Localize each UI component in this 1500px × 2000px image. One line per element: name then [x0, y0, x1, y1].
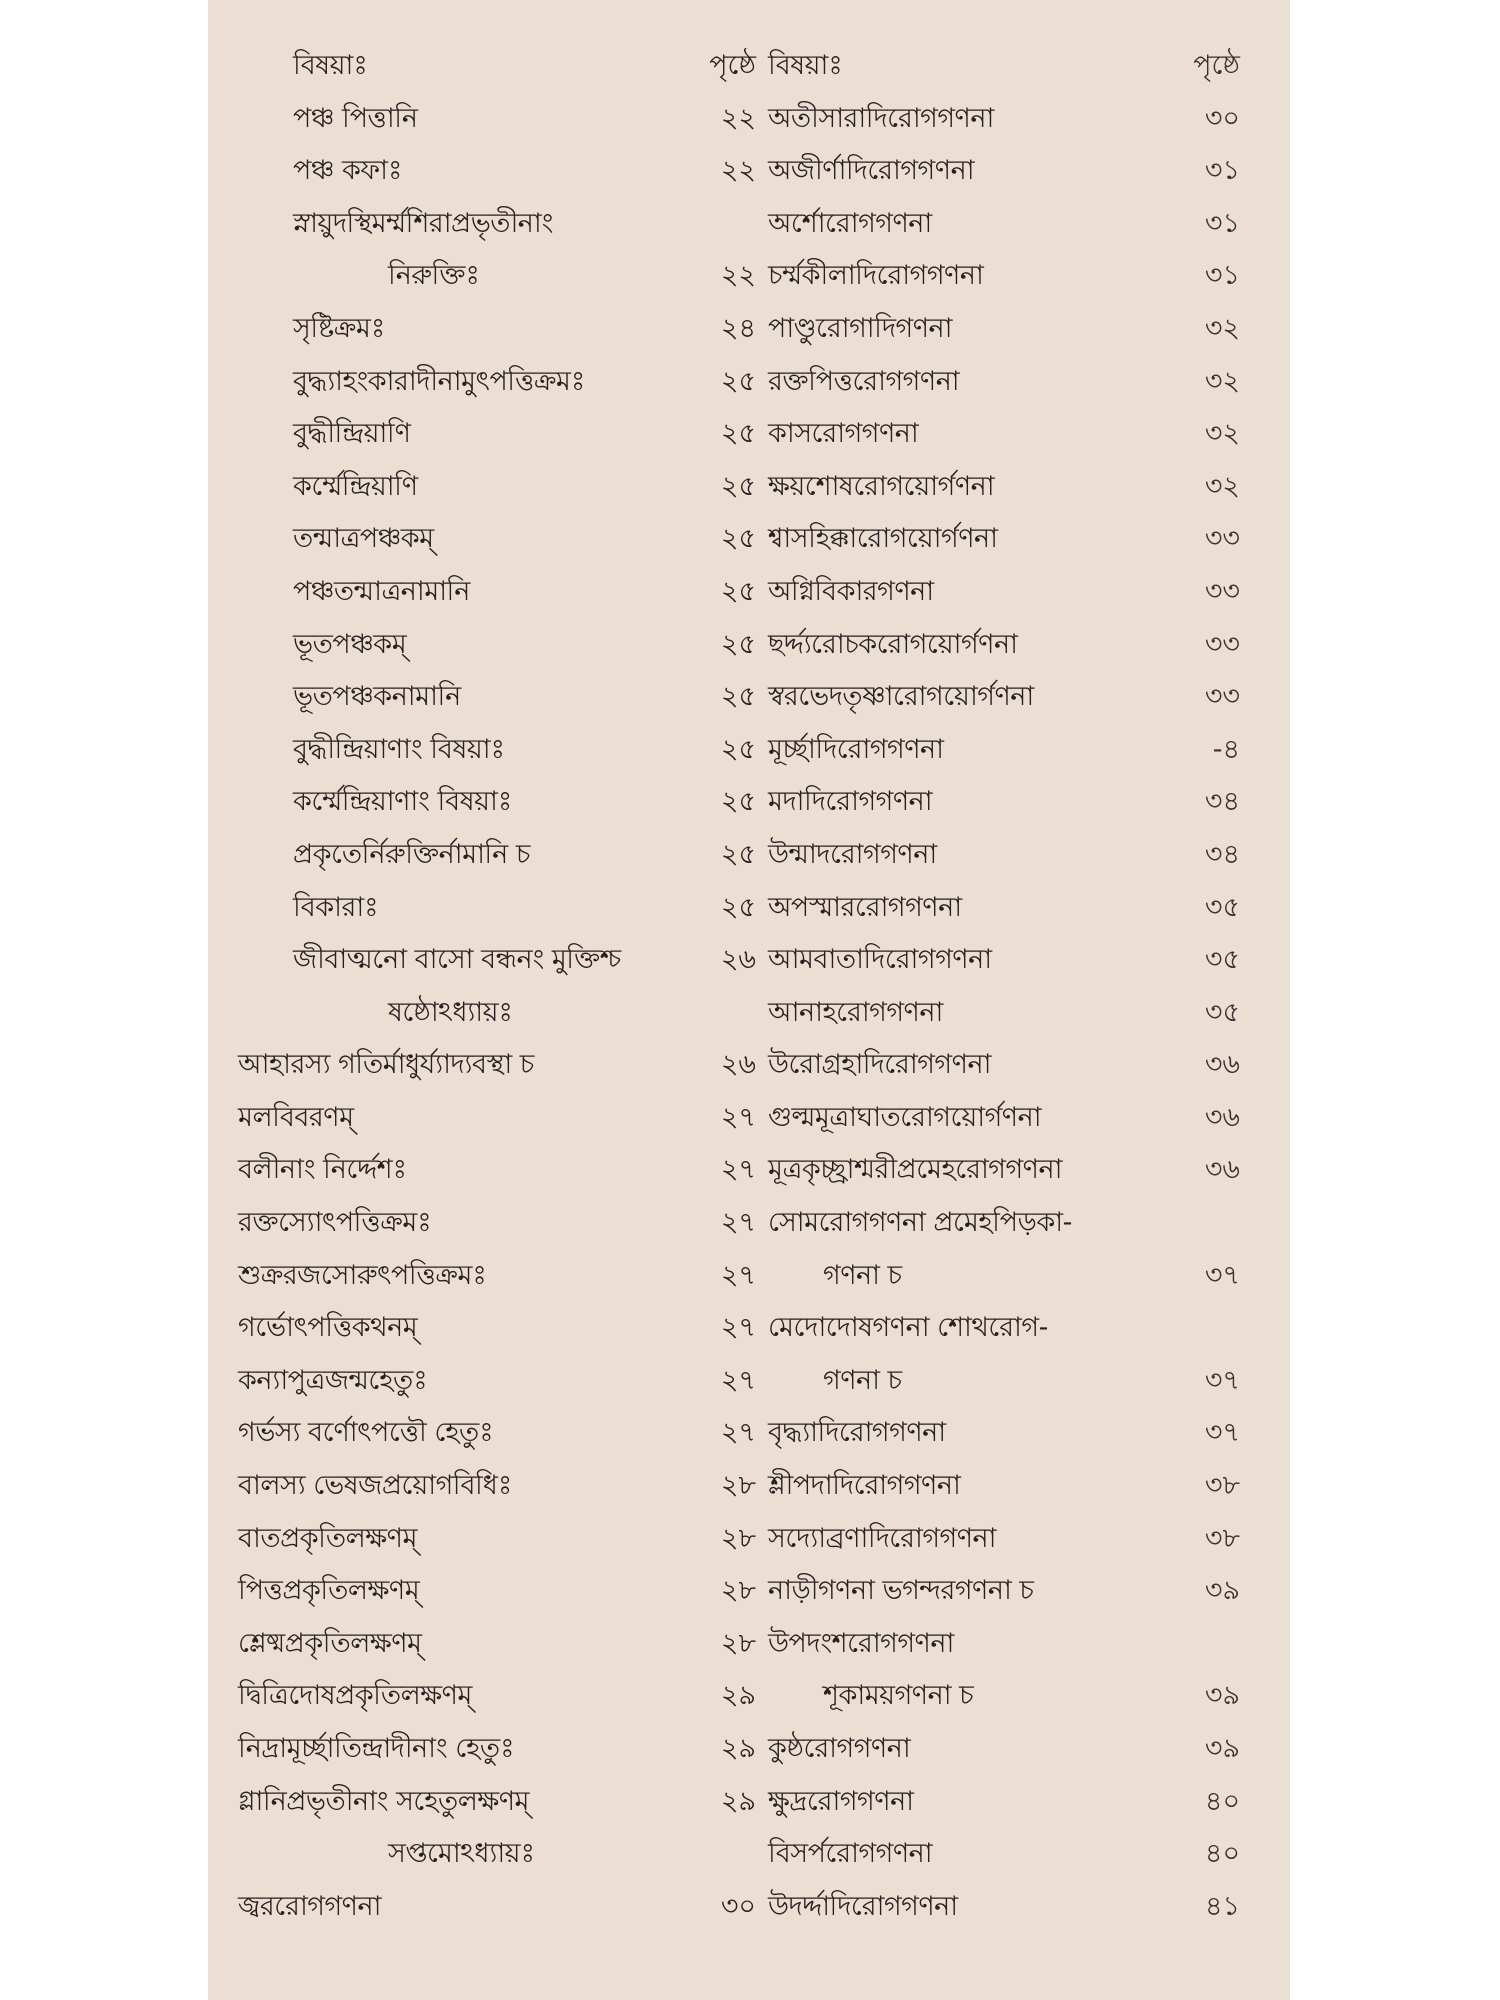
right-entry-page: ৩৭ [1204, 1259, 1240, 1291]
left-toc-entry [238, 619, 768, 672]
left-entry-title: বাতপ্রকৃতিলক্ষণম্ [238, 1522, 417, 1554]
left-entry-page: ২৮ [720, 1470, 756, 1502]
right-entry-title: উরোগ্রহাদিরোগগণনা [768, 1049, 991, 1081]
left-entry-title: শুক্ররজসোরুৎপত্তিক্রমঃ [238, 1259, 487, 1291]
right-entry-page: ৩০ [1204, 102, 1240, 134]
right-toc-entry [768, 619, 1268, 672]
right-entry-page: ৩৬ [1204, 1101, 1240, 1133]
right-toc-entry [768, 1144, 1268, 1197]
left-toc-entry [238, 1039, 768, 1092]
right-entry-page: ৩৩ [1204, 628, 1240, 660]
left-entry-title: নিদ্রামূর্চ্ছাতিন্দ্রাদীনাং হেতুঃ [238, 1733, 514, 1764]
right-entry-title: স্বরভেদতৃষ্ণারোগয়োর্গণনা [768, 681, 1034, 713]
right-toc-entry [768, 93, 1268, 146]
right-toc-entry [768, 1618, 1268, 1671]
left-entry-title: কর্ম্মেন্দ্রিয়াণি [293, 470, 418, 502]
left-entry-title: গ্লানিপ্রভৃতীনাং সহেতুলক্ষণম্ [238, 1785, 530, 1817]
left-toc-entry [238, 145, 768, 198]
right-entry-page: ৩১ [1204, 155, 1240, 187]
right-entry-page: ৩৬ [1204, 1154, 1240, 1186]
right-toc-entry [768, 566, 1268, 619]
left-entry-title: গর্ভস্য বর্ণোৎপত্তৌ হেতুঃ [238, 1417, 494, 1449]
left-toc-entry [238, 1197, 768, 1250]
right-entry-page: ৩২ [1204, 418, 1240, 450]
left-entry-page: ২৮ [720, 1522, 756, 1554]
right-toc-entry [768, 829, 1268, 882]
left-entry-page: ২৮ [720, 1627, 756, 1659]
left-entry-page: ২৫ [720, 523, 756, 555]
left-toc-entry [238, 1828, 768, 1881]
right-toc-entry [768, 1565, 1268, 1618]
right-toc-entry [768, 934, 1268, 987]
left-entry-page: ২৫ [720, 681, 756, 713]
left-entry-title: সৃষ্টিক্রমঃ [293, 312, 385, 344]
left-entry-page: ২৫ [720, 838, 756, 870]
left-entry-title: দ্বিত্রিদোষপ্রকৃতিলক্ষণম্ [238, 1680, 472, 1712]
left-entry-page: ২৫ [720, 733, 756, 765]
right-entry-title: উন্মাদরোগগণনা [768, 838, 937, 870]
right-toc-entry [768, 1302, 1268, 1355]
left-toc-entry [238, 1565, 768, 1618]
right-entry-title: সদ্যোব্রণাদিরোগগণনা [768, 1522, 996, 1554]
left-entry-page: ২৫ [720, 628, 756, 660]
left-toc-entry [238, 1776, 768, 1829]
right-entry-title: অজীর্ণাদিরোগগণনা [768, 155, 975, 187]
left-entry-title: বালস্য ভেষজপ্রয়োগবিধিঃ [238, 1470, 512, 1502]
right-toc-entry [768, 145, 1268, 198]
right-entry-title: শূকাময়গণনা চ [823, 1680, 974, 1712]
right-toc-entry [768, 198, 1268, 251]
left-entry-title: বুদ্ধ্যাহংকারাদীনামুৎপত্তিক্রমঃ [293, 365, 585, 397]
left-toc-entry [238, 1460, 768, 1513]
left-entry-page: ২৯ [720, 1785, 756, 1817]
left-entry-title: পঞ্চ পিত্তানি [293, 102, 418, 134]
right-entry-title: মূর্চ্ছাদিরোগগণনা [768, 733, 944, 765]
right-entry-title: কুষ্ঠরোগগণনা [768, 1733, 911, 1764]
left-toc-entry [238, 1723, 768, 1776]
right-toc-entry [768, 882, 1268, 935]
right-toc-entry [768, 1828, 1268, 1881]
left-toc-entry [238, 356, 768, 409]
left-entry-page: ২৫ [720, 470, 756, 502]
right-entry-page: ৩৮ [1204, 1522, 1240, 1554]
left-toc-entry [238, 987, 768, 1040]
left-toc-entry [238, 1881, 768, 1934]
right-entry-title: বৃদ্ধ্যাদিরোগগণনা [768, 1417, 946, 1449]
right-entry-page: ৩৮ [1204, 1470, 1240, 1502]
right-entry-page: ৩৪ [1204, 838, 1240, 870]
right-toc-entry [768, 1776, 1268, 1829]
left-toc-entry [238, 1355, 768, 1408]
right-entry-title: মেদোদোষগণনা শোথরোগ- [768, 1312, 1048, 1344]
right-entry-title: অতীসারাদিরোগগণনা [768, 102, 994, 134]
left-entry-page: ২৫ [720, 786, 756, 818]
left-toc-entry [238, 1302, 768, 1355]
right-toc-entry [768, 1723, 1268, 1776]
right-entry-page: ৪০ [1204, 1785, 1240, 1817]
right-entry-page: ৩২ [1204, 365, 1240, 397]
right-toc-entry [768, 1881, 1268, 1934]
right-toc-entry [768, 1039, 1268, 1092]
right-entry-page: ৩৩ [1204, 681, 1240, 713]
right-entry-page: ৩৯ [1204, 1733, 1240, 1764]
left-entry-title: পঞ্চ কফাঃ [293, 155, 402, 187]
right-entry-page: ৪০ [1204, 1838, 1240, 1870]
right-toc-entry [768, 408, 1268, 461]
left-toc-entry [238, 671, 768, 724]
right-entry-title: অপস্মাররোগগণনা [768, 891, 962, 923]
right-entry-title: উপদংশরোগগণনা [768, 1627, 954, 1659]
left-entry-title: জীবাত্মনো বাসো বন্ধনং মুক্তিশ্চ [293, 944, 621, 976]
left-column [238, 40, 768, 1933]
left-toc-entry [238, 829, 768, 882]
right-entry-page: ৩৫ [1204, 891, 1240, 923]
left-entry-title: মলবিবরণম্ [238, 1101, 354, 1133]
right-toc-entry [768, 513, 1268, 566]
left-entry-page: ২৫ [720, 575, 756, 607]
right-entry-page: ৪১ [1204, 1890, 1240, 1922]
right-toc-entry [768, 461, 1268, 514]
right-entry-page: ৩৪ [1204, 786, 1240, 818]
left-toc-entry [238, 513, 768, 566]
left-entry-page: ২৭ [720, 1259, 756, 1291]
left-entry-page: ২৭ [720, 1207, 756, 1239]
left-toc-entry [238, 776, 768, 829]
right-toc-entry [768, 1513, 1268, 1566]
left-entry-page: ২৭ [720, 1417, 756, 1449]
left-entry-page: ২৬ [720, 1049, 756, 1081]
left-entry-title: শ্লেষ্মপ্রকৃতিলক্ষণম্ [238, 1627, 422, 1659]
left-toc-entry [238, 461, 768, 514]
right-entry-page: ৩৭ [1204, 1417, 1240, 1449]
left-toc-entry [238, 566, 768, 619]
right-header-page: পৃষ্ঠে [1193, 50, 1240, 81]
left-entry-page: ২২ [720, 155, 756, 187]
left-entry-page: ২৬ [720, 944, 756, 976]
right-entry-title: মদাদিরোগগণনা [768, 786, 933, 818]
right-entry-page: ৩১ [1204, 207, 1240, 239]
right-entry-page: ৩৬ [1204, 1049, 1240, 1081]
right-entry-title: বিসর্পরোগগণনা [768, 1838, 933, 1870]
left-entry-title: নিরুক্তিঃ [388, 260, 480, 292]
left-entry-title: জ্বররোগগণনা [238, 1890, 381, 1922]
right-entry-page: ৩৫ [1204, 996, 1240, 1028]
right-entry-title: চর্ম্মকীলাদিরোগগণনা [768, 260, 984, 292]
right-toc-entry [768, 303, 1268, 356]
left-entry-page: ২৫ [720, 891, 756, 923]
left-entry-page: ২২ [720, 260, 756, 292]
left-entry-page: ২৪ [720, 312, 756, 344]
right-entry-title: গণনা চ [823, 1364, 902, 1396]
right-entry-title: অগ্নিবিকারগণনা [768, 575, 934, 607]
left-entry-title: প্রকৃতের্নিরুক্তির্নামানি চ [293, 838, 530, 870]
right-header-row [768, 40, 1268, 93]
right-entry-title: সোমরোগগণনা প্রমেহপিড়কা- [768, 1207, 1072, 1239]
left-entry-title: বুদ্ধীন্দ্রিয়াণাং বিষয়াঃ [293, 733, 505, 765]
left-toc-entry [238, 1250, 768, 1303]
left-entry-page: ২৭ [720, 1364, 756, 1396]
right-entry-title: পাণ্ডুরোগাদিগণনা [768, 312, 952, 344]
right-entry-title: উদর্দ্দাদিরোগগণনা [768, 1890, 958, 1922]
left-header-page: পৃষ্ঠে [709, 50, 756, 81]
left-entry-page: ২৯ [720, 1680, 756, 1712]
right-entry-page: -৪ [1212, 733, 1240, 765]
right-toc-entry [768, 1092, 1268, 1145]
right-entry-title: গণনা চ [823, 1259, 902, 1291]
right-entry-title: নাড়ীগণনা ভগন্দরগণনা চ [768, 1575, 1034, 1607]
left-entry-page: ২৯ [720, 1733, 756, 1764]
left-entry-title: বলীনাং নির্দ্দেশঃ [238, 1154, 407, 1186]
left-entry-title: কর্ম্মেন্দ্রিয়াণাং বিষয়াঃ [293, 786, 512, 818]
left-toc-entry [238, 198, 768, 251]
left-entry-title: পিত্তপ্রকৃতিলক্ষণম্ [238, 1575, 420, 1607]
right-entry-title: কাসরোগগণনা [768, 418, 919, 450]
right-entry-title: ক্ষয়শোষরোগয়োর্গণনা [768, 470, 995, 502]
right-header-subject: বিষয়াঃ [768, 50, 843, 81]
right-entry-page: ৩৩ [1204, 575, 1240, 607]
right-entry-title: মূত্রকৃচ্ছ্রাশ্মরীপ্রমেহরোগগণনা [768, 1154, 1062, 1186]
right-entry-page: ৩৫ [1204, 944, 1240, 976]
left-entry-title: স্নায়ুদস্থিমৰ্ম্মশিরাপ্রভৃতীনাং [293, 207, 553, 239]
left-toc-entry [238, 724, 768, 777]
left-toc-entry [238, 882, 768, 935]
right-entry-page: ৩৯ [1204, 1680, 1240, 1712]
right-toc-entry [768, 356, 1268, 409]
left-entry-title: গর্ভোৎপত্তিকথনম্ [238, 1312, 418, 1344]
right-entry-page: ৩৩ [1204, 523, 1240, 555]
right-toc-entry [768, 776, 1268, 829]
left-header-subject: বিষয়াঃ [293, 50, 368, 81]
right-entry-page: ৩২ [1204, 312, 1240, 344]
right-toc-entry [768, 1670, 1268, 1723]
book-page [208, 0, 1290, 2000]
left-entry-title: সপ্তমোঽধ্যায়ঃ [388, 1838, 535, 1870]
left-toc-entry [238, 303, 768, 356]
left-toc-entry [238, 1618, 768, 1671]
right-entry-page: ৩২ [1204, 470, 1240, 502]
left-toc-entry [238, 1670, 768, 1723]
right-entry-title: অর্শোরোগগণনা [768, 207, 932, 239]
left-entry-page: ২৭ [720, 1154, 756, 1186]
left-toc-entry [238, 250, 768, 303]
left-entry-page: ২২ [720, 102, 756, 134]
left-toc-entry [238, 1513, 768, 1566]
right-entry-title: আমবাতাদিরোগগণনা [768, 944, 992, 976]
right-entry-title: আনাহরোগগণনা [768, 996, 943, 1028]
left-entry-title: বুদ্ধীন্দ্রিয়াণি [293, 418, 411, 450]
right-toc-entry [768, 1250, 1268, 1303]
left-entry-title: ষষ্ঠোঽধ্যায়ঃ [388, 996, 513, 1028]
right-toc-entry [768, 671, 1268, 724]
left-toc-entry [238, 1092, 768, 1145]
left-toc-entry [238, 1144, 768, 1197]
left-entry-title: আহারস্য গতির্মাধুর্য্যাদ্যবস্থা চ [238, 1049, 534, 1081]
left-toc-entry [238, 934, 768, 987]
left-entry-page: ২৭ [720, 1101, 756, 1133]
left-toc-entry [238, 93, 768, 146]
left-entry-page: ৩০ [720, 1890, 756, 1922]
left-entry-title: রক্তস্যোৎপত্তিক্রমঃ [238, 1207, 432, 1239]
right-entry-title: ছর্দ্দ্যরোচকরোগয়োর্গণনা [768, 628, 1018, 660]
left-entry-title: কন্যাপুত্রজন্মহেতুঃ [238, 1364, 428, 1396]
right-entry-page: ৩১ [1204, 260, 1240, 292]
left-entry-title: ভূতপঞ্চকম্ [293, 628, 407, 660]
left-entry-page: ২৮ [720, 1575, 756, 1607]
right-entry-page: ৩৯ [1204, 1575, 1240, 1607]
left-entry-page: ২৫ [720, 365, 756, 397]
right-toc-entry [768, 1197, 1268, 1250]
right-entry-title: শ্বাসহিক্কারোগয়োর্গণনা [768, 523, 998, 555]
left-entry-title: পঞ্চতন্মাত্রনামানি [293, 575, 470, 607]
right-toc-entry [768, 724, 1268, 777]
right-column [768, 40, 1268, 1933]
right-toc-entry [768, 250, 1268, 303]
right-toc-entry [768, 1407, 1268, 1460]
right-toc-entry [768, 1355, 1268, 1408]
left-header-row [238, 40, 768, 93]
left-entry-title: তন্মাত্রপঞ্চকম্ [293, 523, 434, 555]
left-entry-page: ২৫ [720, 418, 756, 450]
left-toc-entry [238, 408, 768, 461]
left-entry-page: ২৭ [720, 1312, 756, 1344]
right-toc-entry [768, 987, 1268, 1040]
left-toc-entry [238, 1407, 768, 1460]
right-toc-entry [768, 1460, 1268, 1513]
right-entry-title: রক্তপিত্তরোগগণনা [768, 365, 960, 397]
left-entry-title: ভূতপঞ্চকনামানি [293, 681, 461, 713]
right-entry-page: ৩৭ [1204, 1364, 1240, 1396]
right-entry-title: শ্লীপদাদিরোগগণনা [768, 1470, 961, 1502]
left-entry-title: বিকারাঃ [293, 891, 379, 923]
right-entry-title: ক্ষুদ্ররোগগণনা [768, 1785, 914, 1817]
right-entry-title: গুল্মমূত্রাঘাতরোগয়োর্গণনা [768, 1101, 1042, 1133]
